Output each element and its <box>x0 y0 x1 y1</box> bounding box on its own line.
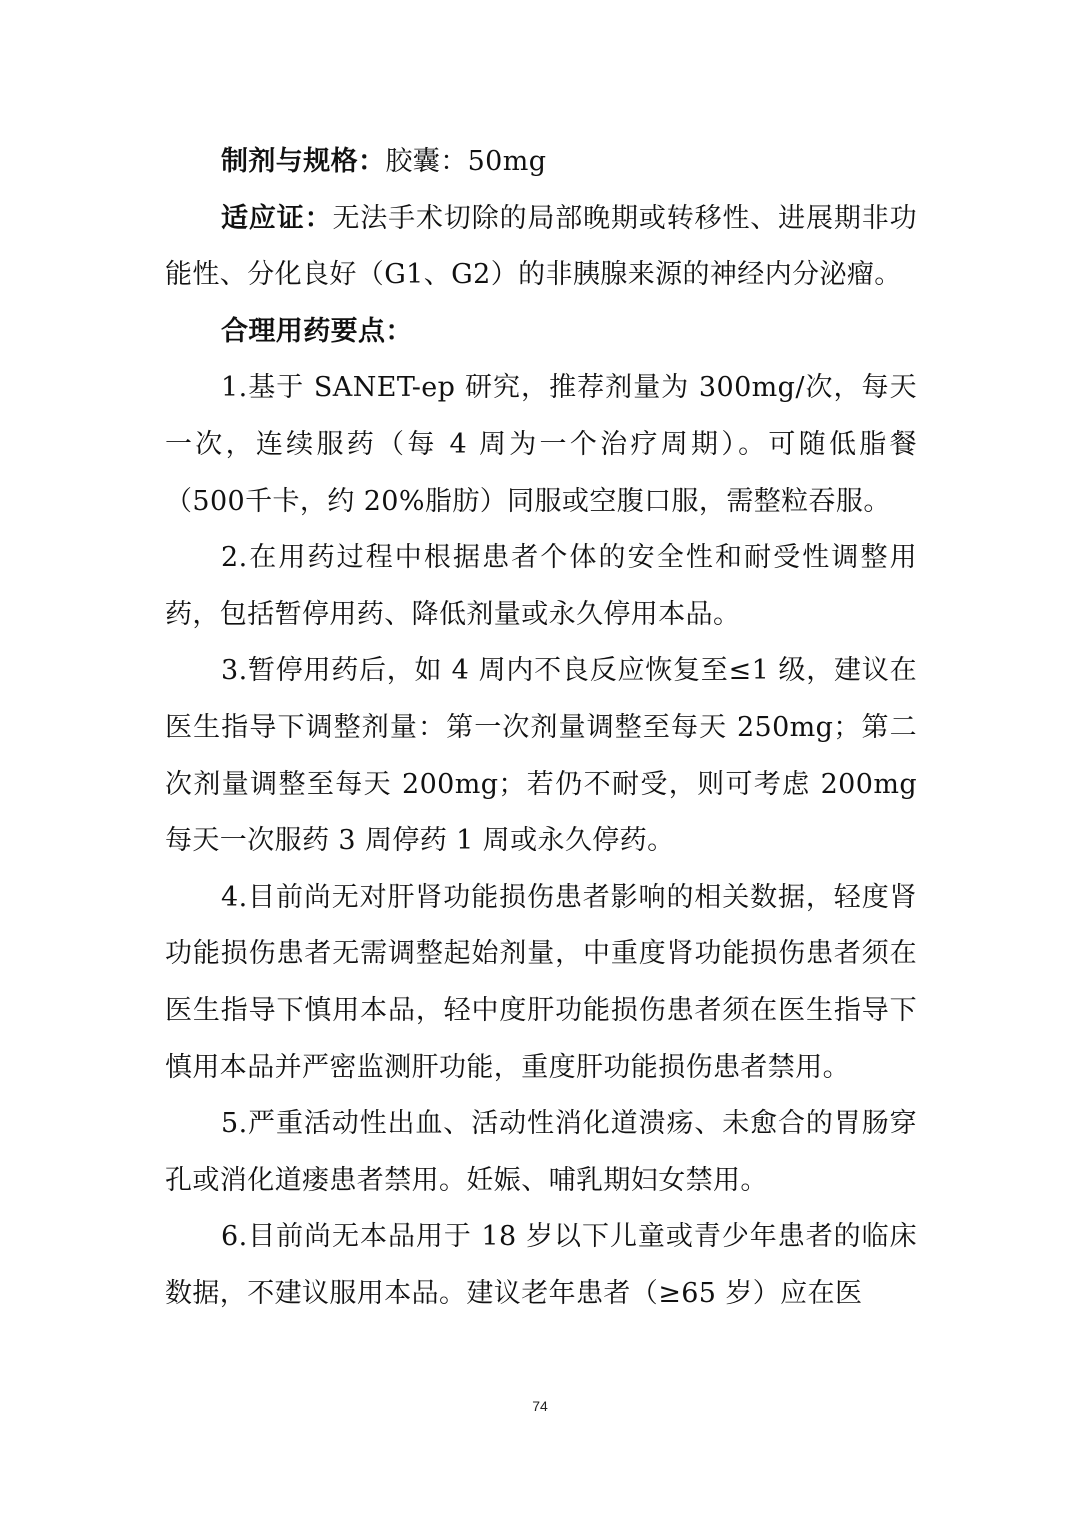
key-points-heading <box>165 304 917 361</box>
spec-label: 制剂与规格： <box>221 146 386 177</box>
key-points-heading-text: 合理用药要点： <box>221 315 413 347</box>
key-point-5: 5.严重活动性出血、活动性消化道溃疡、未愈合的胃肠穿孔或消化道瘘患者禁用。妊娠、哺乳期妇女禁用。 <box>165 1108 917 1196</box>
indication-label: 适应证： <box>221 202 333 234</box>
key-point-2: 2.在用药过程中根据患者个体的安全性和耐受性调整用药，包括暂停用药、降低剂量或永久停用本品。 <box>165 542 917 630</box>
spec-text: 胶囊：50mg <box>385 146 547 177</box>
document-body <box>165 134 917 1322</box>
indication-text: 无法手术切除的局部晚期或转移性、进展期非功能性、分化良好（G1、G2）的非胰腺来源的神经内分泌瘤。 <box>165 202 917 291</box>
key-point-1: 1.基于 SANET-ep 研究，推荐剂量为 300mg/次，每天一次，连续服药（每 4 周为一个治疗周期）。可随低脂餐（500千卡，约 20%脂肪）同服或空腹口服，需整粒吞服。 <box>165 372 917 517</box>
key-point-3: 3.暂停用药后，如 4 周内不良反应恢复至≤1 级，建议在医生指导下调整剂量：第一次剂量调整至每天 250mg；第二次剂量调整至每天 200mg；若仍不耐受，则可考虑 200mg每天一次服药 3 周停药 1 周或永久停药。 <box>165 655 917 857</box>
spec-paragraph <box>165 134 917 191</box>
key-point-4: 4.目前尚无对肝肾功能损伤患者影响的相关数据，轻度肾功能损伤患者无需调整起始剂量，中重度肾功能损伤患者须在医生指导下慎用本品，轻中度肝功能损伤患者须在医生指导下慎用本品并严密监测肝功能，重度肝功能损伤患者禁用。 <box>165 881 917 1083</box>
page-number: 74 <box>532 1398 548 1414</box>
indication-paragraph <box>165 191 917 304</box>
key-point-6: 6.目前尚无本品用于 18 岁以下儿童或青少年患者的临床数据，不建议服用本品。建议老年患者（≥65 岁）应在医 <box>165 1221 917 1309</box>
